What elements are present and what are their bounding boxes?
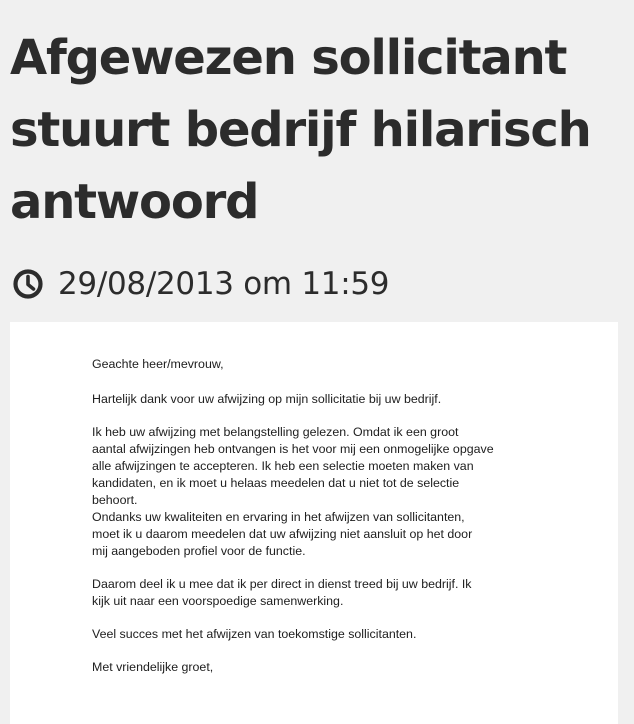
publish-date: 29/08/2013 om 11:59: [58, 266, 390, 302]
article-meta: [12, 263, 389, 305]
letter-paragraph: Ondanks uw kwaliteiten en ervaring in het afwijzen van sollicitanten, moet ik u daarom meedelen dat uw afwijzing niet aansluit op het door mij aangeboden profiel voor de functie.: [92, 510, 473, 558]
letter-paragraph: Ik heb uw afwijzing met belangstelling gelezen. Omdat ik een groot aantal afwijzingen heb ontvangen is het voor mij een onmogelijke opgave alle afwijzingen te accepteren. Ik heb een selectie moeten maken van kandidaten, en ik moet u helaas meedelen dat u niet tot de selectie behoort.: [92, 425, 494, 507]
letter-closing: Met vriendelijke groet,: [92, 660, 214, 674]
letter-body: [92, 356, 562, 692]
letter-salutation: Geachte heer/mevrouw,: [92, 357, 224, 371]
letter-paragraph: Daarom deel ik u mee dat ik per direct in dienst treed bij uw bedrijf. Ik kijk uit naar een voorspoedige samenwerking.: [92, 577, 472, 608]
clock-icon: [12, 268, 44, 300]
letter-image: [10, 322, 618, 724]
letter-paragraph: Hartelijk dank voor uw afwijzing op mijn sollicitatie bij uw bedrijf.: [92, 392, 442, 406]
article-title: Afgewezen sollicitant stuurt bedrijf hilarisch antwoord: [10, 30, 591, 230]
letter-paragraph: Veel succes met het afwijzen van toekomstige sollicitanten.: [92, 627, 417, 641]
